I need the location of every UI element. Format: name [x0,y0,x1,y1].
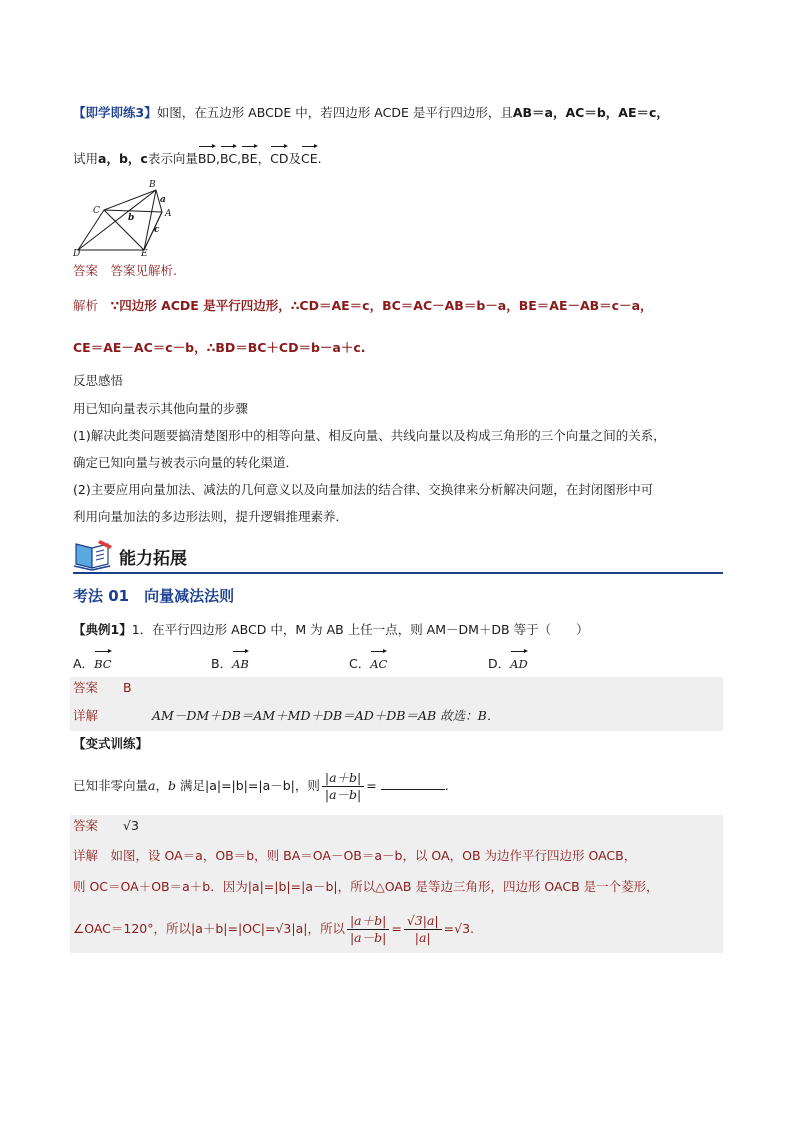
option-a-value: BC [94,650,111,673]
practice-line2-pre: 试用 [73,151,99,166]
reflection-p2a: (2)主要应用向量加法、减法的几何意义以及向量加法的结合律、交换律来分析解决问题，在封闭图形中可 [73,482,654,497]
reflection-p1a: (1)解决此类问题要搞清楚图形中的相等向量、相反向量、共线向量以及构成三角形的三个向量之间的关系， [73,428,666,443]
practice-line2-post: 表示向量 [147,151,198,166]
edge-label-b: b [128,213,135,223]
variant-end: . [444,778,449,793]
variant-tag: 【变式训练】 [73,736,149,751]
practice-sep: ， [257,151,271,166]
book-icon [72,536,116,572]
section-title: 能力拓展 [119,549,187,569]
example-1-question [73,621,589,639]
variant-detail-frac-1-den: |a－b| [349,930,387,945]
point-label-a: A [165,209,172,219]
edge-ce [104,210,144,250]
option-b-letter: B． [211,656,233,671]
pentagon-outline [78,190,162,250]
pentagon-figure [72,176,182,256]
practice-eq: AB＝a，AC＝b，AE＝c， [512,105,669,120]
variant-detail-frac-2-num: √3|a| [404,913,442,930]
reflection-title: 反思感悟 [73,373,124,388]
example-1-detail-text [152,707,499,725]
variant-detail-text-1: 如图，设 OA＝a，OB＝b，则 BA＝OA－OB＝a－b，以 OA，OB 为边作平行四边形 OACB， [110,848,637,863]
analysis-1-label: 解析 [73,298,99,313]
answer-1-label: 答案 [73,263,99,278]
variant-frac-den: |a－b| [324,787,362,802]
edge-label-a: a [160,195,166,205]
variant-answer-value: √3 [123,818,139,833]
practice-line-2: 试用a，b，c表示向量BD,BC,BE，CD及CE. [73,145,322,168]
option-d-letter: D． [488,656,511,671]
variant-detail-3b: =√3. [443,921,474,936]
method-title: 考法 01 向量减法法则 [73,587,235,605]
example-1-answer [73,679,132,697]
option-d [488,650,528,673]
option-b [211,650,249,673]
practice-and: 及 [288,151,301,166]
analysis-1-text-2: CE＝AE－AC＝c－b，∴BD＝BC＋CD＝b－a＋c. [73,340,366,355]
variant-mid: 满足|a|=|b|=|a－b|，则 [179,778,320,793]
variant-answer [73,817,139,835]
option-a-letter: A． [73,656,95,671]
practice-vars: a，b，c [98,151,148,166]
practice-text: 如图，在五边形 ABCDE 中，若四边形 ACDE 是平行四边形，且 [156,105,513,120]
edge-ca [104,210,162,212]
practice-tag: 【即学即练3】 [73,105,157,120]
vec-bc: BC [220,145,237,168]
reflection-subtitle: 用已知向量表示其他向量的步骤 [73,401,249,416]
variant-detail-label: 详解 [73,848,99,863]
option-c-letter: C． [349,656,371,671]
variant-frac-num: |a＋b| [322,770,364,787]
example-1-text: 1．在平行四边形 ABCD 中，M 为 AB 上任一点，则 AM－DM＋DB 等于（ ） [131,622,589,637]
option-b-value: AB [232,650,249,673]
reflection-p1b: 确定已知向量与被表示向量的转化渠道． [73,455,299,470]
variant-fraction [322,770,364,803]
point-label-b: B [149,180,156,190]
option-c-value: AC [370,650,387,673]
section-rule [73,572,723,574]
edge-label-c: c [154,225,160,235]
vec-bd: BD [198,145,216,168]
option-d-value: AD [510,650,528,673]
vec-be: BE [241,145,257,168]
variant-detail-frac-1 [347,913,389,946]
example-1-detail-label: 详解 [73,708,99,723]
example-1-detail-expr: AM－DM＋DB＝AM＋MD＋DB＝AD＋DB＝AB 故选：B． [152,708,500,723]
variant-detail-2: 则 OC＝OA＋OB＝a＋b．因为|a|=|b|=|a－b|，所以△OAB 是等边三角形，四边形 OACB 是一个菱形， [73,879,659,894]
example-1-tag: 【典例1】 [73,622,132,637]
reflection-p2b: 利用向量加法的多边形法则，提升逻辑推理素养． [73,509,349,524]
edge-bd [78,190,156,250]
practice-end: . [317,151,322,166]
vec-ce: CE [301,145,318,168]
edge-be [144,190,156,250]
point-label-d: D [73,249,81,256]
variant-answer-label: 答案 [73,818,99,833]
vec-cd: CD [270,145,288,168]
variant-question: 已知非零向量a，b 满足|a|=|b|=|a－b|，则 $\frac{|a+b|}{|a-b|}$ = . [73,770,449,802]
example-1-detail [73,707,98,725]
analysis-1-line-1 [73,297,653,315]
variant-detail-3a: ∠OAC＝120°，所以|a＋b|=|OC|=√3|a|，所以 [73,921,345,936]
practice-line-1 [73,104,669,122]
variant-detail-frac-2-den: |a| [414,930,431,945]
variant-detail-frac-2 [404,913,442,946]
answer-1-text: 答案见解析. [110,263,178,278]
analysis-1-line-2 [73,339,366,357]
example-1-answer-label: 答案 [73,680,99,695]
answer-1 [73,262,177,280]
option-c [349,650,387,673]
answer-blank[interactable] [381,777,445,790]
variant-post: = [366,778,377,793]
analysis-1-text-1: ∵四边形 ACDE 是平行四边形，∴CD＝AE＝c，BC＝AC－AB＝b－a，BE＝AE－AB＝c－a， [110,298,653,313]
variant-pre: 已知非零向量 [73,778,149,793]
option-a [73,650,112,673]
variant-detail-frac-1-num: |a＋b| [347,913,389,930]
point-label-e: E [141,249,148,256]
example-1-answer-value: B [123,680,132,695]
variant-detail-3: ∠OAC＝120°，所以|a＋b|=|OC|=√3|a|，所以 $\frac{|a+b|}{|a-b|}$ = $\frac{√3|a|}{|a|}$ =√3. [73,913,474,945]
variant-detail-1 [73,847,636,865]
point-label-c: C [93,206,100,216]
